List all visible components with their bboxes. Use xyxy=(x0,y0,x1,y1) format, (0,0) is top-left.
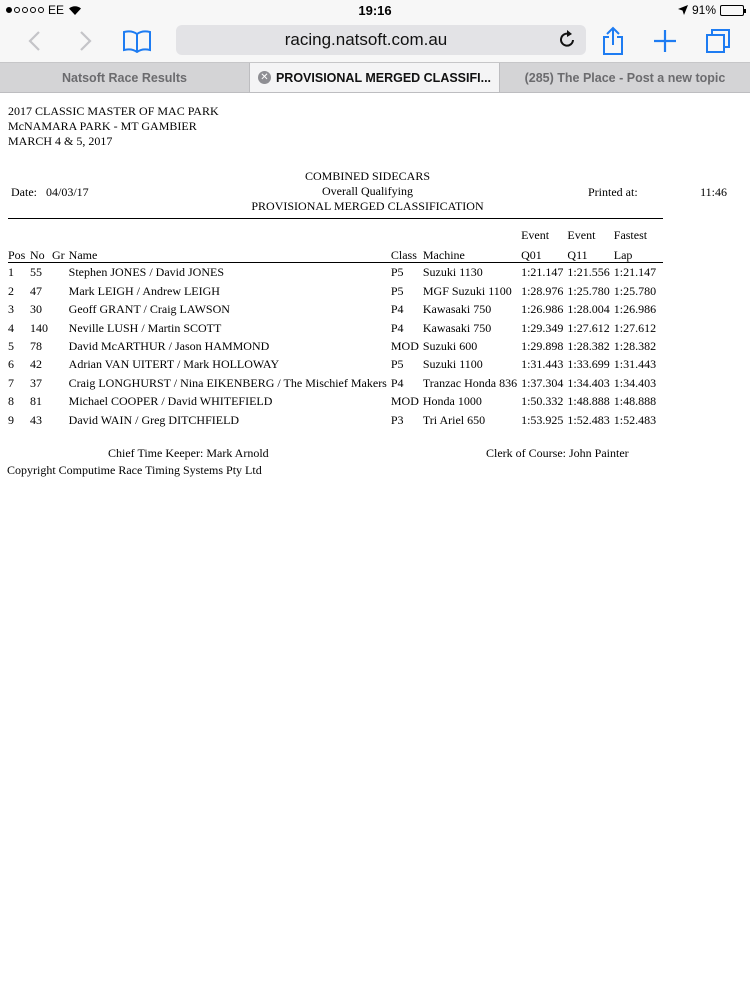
row-machine: Suzuki 600 xyxy=(422,338,478,353)
share-icon xyxy=(601,26,625,56)
row-pos: 5 xyxy=(8,338,14,353)
row-q11: 1:33.699 xyxy=(567,357,610,372)
row-no: 30 xyxy=(30,302,42,317)
session-title: PROVISIONAL MERGED CLASSIFICATION xyxy=(251,199,484,213)
row-pos: 2 xyxy=(8,283,14,298)
row-fastest: 1:21.147 xyxy=(613,265,657,280)
event-info xyxy=(8,104,219,149)
row-class: P5 xyxy=(390,283,404,298)
chief-time-keeper: Chief Time Keeper: Mark Arnold xyxy=(108,446,269,460)
carrier-label: EE xyxy=(48,3,65,17)
name-header: Name xyxy=(68,248,98,262)
row-fastest: 1:25.780 xyxy=(613,283,657,298)
row-class: P5 xyxy=(390,357,404,372)
row-no: 78 xyxy=(30,338,42,353)
row-pos: 6 xyxy=(8,357,14,372)
row-pos: 4 xyxy=(8,320,14,335)
bookmarks-button[interactable] xyxy=(121,20,153,62)
row-no: 43 xyxy=(30,412,42,427)
row-q01: 1:37.304 xyxy=(521,375,564,390)
row-q01: 1:28.976 xyxy=(521,283,564,298)
row-q11: 1:52.483 xyxy=(567,412,610,427)
table-row xyxy=(6,317,658,335)
machine-header: Machine xyxy=(422,248,465,262)
row-fastest: 1:52.483 xyxy=(613,412,657,427)
location-arrow-icon xyxy=(678,5,688,15)
battery-icon xyxy=(720,5,744,16)
table-row xyxy=(6,262,658,280)
row-pos: 3 xyxy=(8,302,14,317)
row-q11: 1:34.403 xyxy=(567,375,610,390)
share-button[interactable] xyxy=(600,20,626,62)
address-bar[interactable] xyxy=(176,25,586,55)
close-tab-icon[interactable]: ✕ xyxy=(258,71,271,84)
row-q01: 1:50.332 xyxy=(521,394,564,409)
forward-icon xyxy=(79,30,93,52)
tab-label: Natsoft Race Results xyxy=(61,70,188,85)
row-q11: 1:27.612 xyxy=(567,320,610,335)
table-header-row xyxy=(6,242,658,262)
row-machine: MGF Suzuki 1100 xyxy=(422,283,512,298)
new-tab-icon xyxy=(653,29,677,53)
fastest-header: Lap xyxy=(613,248,633,262)
date-label: Date: xyxy=(11,185,37,199)
forward-button[interactable] xyxy=(74,20,98,62)
tab-strip xyxy=(0,62,750,93)
reload-icon[interactable] xyxy=(558,29,576,49)
row-gr xyxy=(50,336,67,354)
row-gr xyxy=(50,280,67,298)
table-row xyxy=(6,372,658,390)
q11-header: Q11 xyxy=(567,248,588,262)
row-no: 37 xyxy=(30,375,42,390)
row-name: Geoff GRANT / Craig LAWSON xyxy=(68,302,230,317)
row-fastest: 1:28.382 xyxy=(613,338,657,353)
table-row xyxy=(6,391,658,409)
row-no: 81 xyxy=(30,394,42,409)
table-top-rule xyxy=(8,218,663,219)
event-dates: MARCH 4 & 5, 2017 xyxy=(8,134,113,148)
row-gr xyxy=(50,391,67,409)
row-gr xyxy=(50,262,67,280)
class-header: Class xyxy=(390,248,417,262)
row-name: Mark LEIGH / Andrew LEIGH xyxy=(68,283,220,298)
row-no: 47 xyxy=(30,283,42,298)
table-header-row-top xyxy=(6,222,658,242)
table-row xyxy=(6,280,658,298)
back-icon xyxy=(27,30,41,52)
row-fastest: 1:27.612 xyxy=(613,320,657,335)
battery-group xyxy=(678,3,744,17)
row-class: P4 xyxy=(390,375,404,390)
row-class: P3 xyxy=(390,412,404,427)
tab-label: (285) The Place - Post a new topic xyxy=(524,70,726,85)
row-q01: 1:53.925 xyxy=(521,412,564,427)
tab-natsoft-race-results[interactable] xyxy=(0,63,250,92)
row-pos: 8 xyxy=(8,394,14,409)
row-machine: Suzuki 1130 xyxy=(422,265,483,280)
row-class: MOD xyxy=(390,394,419,409)
row-class: P4 xyxy=(390,320,404,335)
gr-header: Gr xyxy=(52,248,65,262)
row-fastest: 1:31.443 xyxy=(613,357,657,372)
date-value: 04/03/17 xyxy=(46,185,89,199)
table-row xyxy=(6,354,658,372)
row-machine: Tri Ariel 650 xyxy=(422,412,486,427)
tabs-icon xyxy=(705,28,731,54)
row-q01: 1:31.443 xyxy=(521,357,564,372)
row-pos: 9 xyxy=(8,412,14,427)
row-class: P5 xyxy=(390,265,404,280)
tab-provisional-merged-classification[interactable] xyxy=(250,63,500,92)
row-q11: 1:48.888 xyxy=(567,394,610,409)
table-row xyxy=(6,336,658,354)
table-row xyxy=(6,409,658,427)
row-class: MOD xyxy=(390,338,419,353)
browser-toolbar xyxy=(0,20,750,62)
row-q01: 1:29.349 xyxy=(521,320,564,335)
url-text: racing.natsoft.com.au xyxy=(284,30,448,49)
table-row xyxy=(6,299,658,317)
battery-percent: 91% xyxy=(691,3,716,17)
q01-header: Q01 xyxy=(521,248,542,262)
row-name: David McARTHUR / Jason HAMMOND xyxy=(68,338,270,353)
pos-header: Pos xyxy=(8,248,26,262)
bookmarks-icon xyxy=(122,29,152,53)
tabs-overview-button[interactable] xyxy=(704,20,732,62)
status-time: 19:16 xyxy=(358,3,392,18)
row-machine: Honda 1000 xyxy=(422,394,482,409)
row-class: P4 xyxy=(390,302,404,317)
row-q11: 1:21.556 xyxy=(567,265,610,280)
row-q11: 1:25.780 xyxy=(567,283,610,298)
row-q01: 1:26.986 xyxy=(521,302,564,317)
row-machine: Tranzac Honda 836 xyxy=(422,375,518,390)
copyright-notice: Copyright Computime Race Timing Systems Pty Ltd xyxy=(7,463,262,477)
row-name: Adrian VAN UITERT / Mark HOLLOWAY xyxy=(68,357,280,372)
row-fastest: 1:34.403 xyxy=(613,375,657,390)
row-q01: 1:21.147 xyxy=(521,265,564,280)
results-table xyxy=(6,222,658,428)
row-pos: 7 xyxy=(8,375,14,390)
row-machine: Kawasaki 750 xyxy=(422,320,492,335)
session-category: COMBINED SIDECARS xyxy=(304,169,430,183)
printed-label: Printed at: xyxy=(588,185,638,199)
clerk-of-course: Clerk of Course: John Painter xyxy=(486,446,629,460)
row-q01: 1:29.898 xyxy=(521,338,564,353)
back-button[interactable] xyxy=(22,20,46,62)
tab-the-place[interactable] xyxy=(500,63,750,92)
row-q11: 1:28.382 xyxy=(567,338,610,353)
event-venue: McNAMARA PARK - MT GAMBIER xyxy=(8,119,197,133)
row-q11: 1:28.004 xyxy=(567,302,610,317)
row-machine: Kawasaki 750 xyxy=(422,302,492,317)
q01-header-top: Event xyxy=(521,228,550,242)
row-name: Craig LONGHURST / Nina EIKENBERG / The Mischief Makers xyxy=(68,375,387,390)
row-gr xyxy=(50,354,67,372)
row-no: 140 xyxy=(30,320,48,335)
row-name: Neville LUSH / Martin SCOTT xyxy=(68,320,222,335)
tab-label: PROVISIONAL MERGED CLASSIFI... xyxy=(275,70,492,85)
session-type: Overall Qualifying xyxy=(322,184,413,198)
status-bar xyxy=(0,0,750,20)
row-machine: Suzuki 1100 xyxy=(422,357,483,372)
row-gr xyxy=(50,409,67,427)
row-pos: 1 xyxy=(8,265,14,280)
row-gr xyxy=(50,317,67,335)
no-header: No xyxy=(30,248,45,262)
row-gr xyxy=(50,299,67,317)
fastest-header-top: Fastest xyxy=(613,228,648,242)
row-fastest: 1:26.986 xyxy=(613,302,657,317)
row-fastest: 1:48.888 xyxy=(613,394,657,409)
event-title: 2017 CLASSIC MASTER OF MAC PARK xyxy=(8,104,219,118)
row-gr xyxy=(50,372,67,390)
q11-header-top: Event xyxy=(567,228,596,242)
row-name: Stephen JONES / David JONES xyxy=(68,265,225,280)
row-name: Michael COOPER / David WHITEFIELD xyxy=(68,394,273,409)
new-tab-button[interactable] xyxy=(652,20,678,62)
row-name: David WAIN / Greg DITCHFIELD xyxy=(68,412,240,427)
session-heading xyxy=(200,169,535,214)
row-no: 55 xyxy=(30,265,42,280)
printed-time: 11:46 xyxy=(700,185,727,199)
row-no: 42 xyxy=(30,357,42,372)
date-line xyxy=(11,185,89,200)
